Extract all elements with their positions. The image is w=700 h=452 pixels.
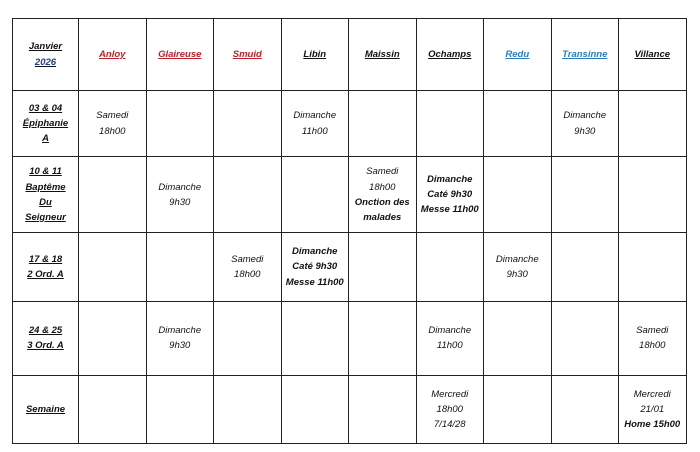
schedule-row: [13, 301, 687, 375]
cell-text-line: Dimanche: [293, 110, 337, 122]
cell-text-line: Dimanche: [158, 324, 202, 336]
schedule-cell: [619, 301, 687, 375]
schedule-cell: [416, 233, 484, 301]
schedule-cell: [214, 157, 282, 233]
column-header-glaireuse: Glaireuse: [146, 19, 214, 91]
cell-text-line: Dimanche: [563, 110, 607, 122]
mass-schedule-table: [12, 18, 687, 444]
schedule-cell: [551, 301, 619, 375]
schedule-cell: [146, 375, 214, 443]
schedule-cell: [79, 301, 147, 375]
row-label-line: 10 & 11: [29, 166, 62, 178]
row-date-label: [13, 375, 79, 443]
cell-text-line: Samedi: [366, 166, 399, 178]
schedule-cell: [79, 233, 147, 301]
cell-text-line: Mercredi: [431, 388, 469, 400]
schedule-cell: [619, 157, 687, 233]
schedule-cell: [551, 91, 619, 157]
row-label-line: Baptême: [25, 181, 66, 193]
schedule-cell: [214, 233, 282, 301]
schedule-cell: [79, 375, 147, 443]
cell-text-line: Messe 11h00: [285, 276, 344, 288]
schedule-cell: [349, 233, 417, 301]
schedule-cell: [214, 91, 282, 157]
cell-text-line: 11h00: [436, 340, 463, 352]
row-label-line: Du: [39, 196, 52, 208]
schedule-cell: [214, 301, 282, 375]
cell-text-line: Dimanche: [428, 324, 472, 336]
cell-text-line: Dimanche: [158, 181, 202, 193]
schedule-cell: [146, 301, 214, 375]
schedule-cell: [349, 375, 417, 443]
column-header-redu: Redu: [484, 19, 552, 91]
schedule-cell: [484, 233, 552, 301]
year-label: 2026: [34, 56, 57, 68]
column-header-ochamps: Ochamps: [416, 19, 484, 91]
cell-text-line: 18h00: [369, 181, 396, 193]
column-header-maissin: Maissin: [349, 19, 417, 91]
schedule-row: [13, 233, 687, 301]
cell-text-line: Dimanche: [427, 174, 473, 185]
row-date-label: [13, 301, 79, 375]
cell-text-line: 9h30: [169, 196, 191, 208]
cell-text-line: Caté 9h30: [292, 261, 338, 273]
row-date-label: [13, 233, 79, 301]
schedule-cell: [551, 375, 619, 443]
schedule-cell: [79, 91, 147, 157]
schedule-row: [13, 157, 687, 233]
schedule-cell: [281, 233, 349, 301]
schedule-cell: [484, 91, 552, 157]
schedule-cell: [281, 157, 349, 233]
schedule-cell: [484, 157, 552, 233]
row-label-line: 17 & 18: [28, 253, 63, 265]
cell-text-line: 9h30: [574, 125, 596, 137]
row-label-line: 03 & 04: [28, 102, 63, 114]
cell-text-line: 9h30: [169, 340, 191, 352]
schedule-cell: [349, 91, 417, 157]
row-label-line: Seigneur: [25, 211, 66, 223]
cell-text-line: Mercredi: [633, 388, 671, 400]
schedule-cell: [349, 301, 417, 375]
column-header-libin: Libin: [281, 19, 349, 91]
cell-text-line: 21/01: [640, 403, 665, 415]
row-label-line: 24 & 25: [28, 324, 63, 336]
row-label-line: 2 Ord. A: [27, 268, 64, 280]
month-label: Janvier: [28, 41, 63, 53]
schedule-row: [13, 375, 687, 443]
schedule-cell: [551, 233, 619, 301]
cell-text-line: 18h00: [436, 403, 463, 415]
month-year-header: [13, 19, 79, 91]
schedule-cell: [146, 157, 214, 233]
column-header-transinne: Transinne: [551, 19, 619, 91]
cell-text-line: 18h00: [639, 340, 666, 352]
cell-text-line: Home 15h00: [624, 418, 681, 430]
cell-text-line: Messe 11h00: [420, 204, 479, 216]
row-date-label: [13, 91, 79, 157]
schedule-cell: [281, 91, 349, 157]
column-header-smuid: Smuid: [214, 19, 282, 91]
schedule-cell: [484, 375, 552, 443]
schedule-cell: [146, 233, 214, 301]
header-row: [13, 19, 687, 91]
row-label-line: 3 Ord. A: [27, 340, 64, 352]
schedule-cell: [484, 301, 552, 375]
cell-text-line: 9h30: [506, 268, 528, 280]
column-header-anloy: Anloy: [79, 19, 147, 91]
cell-text-line: Onction des: [354, 196, 410, 208]
schedule-cell: [79, 157, 147, 233]
cell-text-line: Samedi: [636, 324, 669, 336]
schedule-cell: [416, 91, 484, 157]
row-date-label: [13, 157, 79, 233]
schedule-cell: [551, 157, 619, 233]
schedule-row: [13, 91, 687, 157]
cell-text-line: malades: [363, 211, 402, 223]
schedule-cell: [619, 233, 687, 301]
cell-text-line: Caté 9h30: [427, 189, 473, 201]
column-header-villance: Villance: [619, 19, 687, 91]
schedule-cell: [349, 157, 417, 233]
schedule-cell: [619, 91, 687, 157]
row-label-line: Épiphanie: [22, 118, 69, 129]
schedule-cell: [416, 375, 484, 443]
cell-text-line: 18h00: [99, 125, 126, 137]
cell-text-line: Dimanche: [495, 253, 539, 265]
row-label-line: Semaine: [25, 403, 66, 415]
schedule-cell: [619, 375, 687, 443]
cell-text-line: 18h00: [234, 268, 261, 280]
schedule-cell: [416, 301, 484, 375]
schedule-cell: [146, 91, 214, 157]
row-label-line: A: [42, 133, 49, 145]
schedule-cell: [416, 157, 484, 233]
cell-text-line: Samedi: [231, 253, 264, 265]
schedule-cell: [214, 375, 282, 443]
schedule-cell: [281, 375, 349, 443]
cell-text-line: Samedi: [96, 110, 129, 122]
cell-text-line: 11h00: [301, 125, 328, 137]
schedule-cell: [281, 301, 349, 375]
cell-text-line: Dimanche: [292, 246, 338, 258]
cell-text-line: 7/14/28: [433, 418, 466, 430]
